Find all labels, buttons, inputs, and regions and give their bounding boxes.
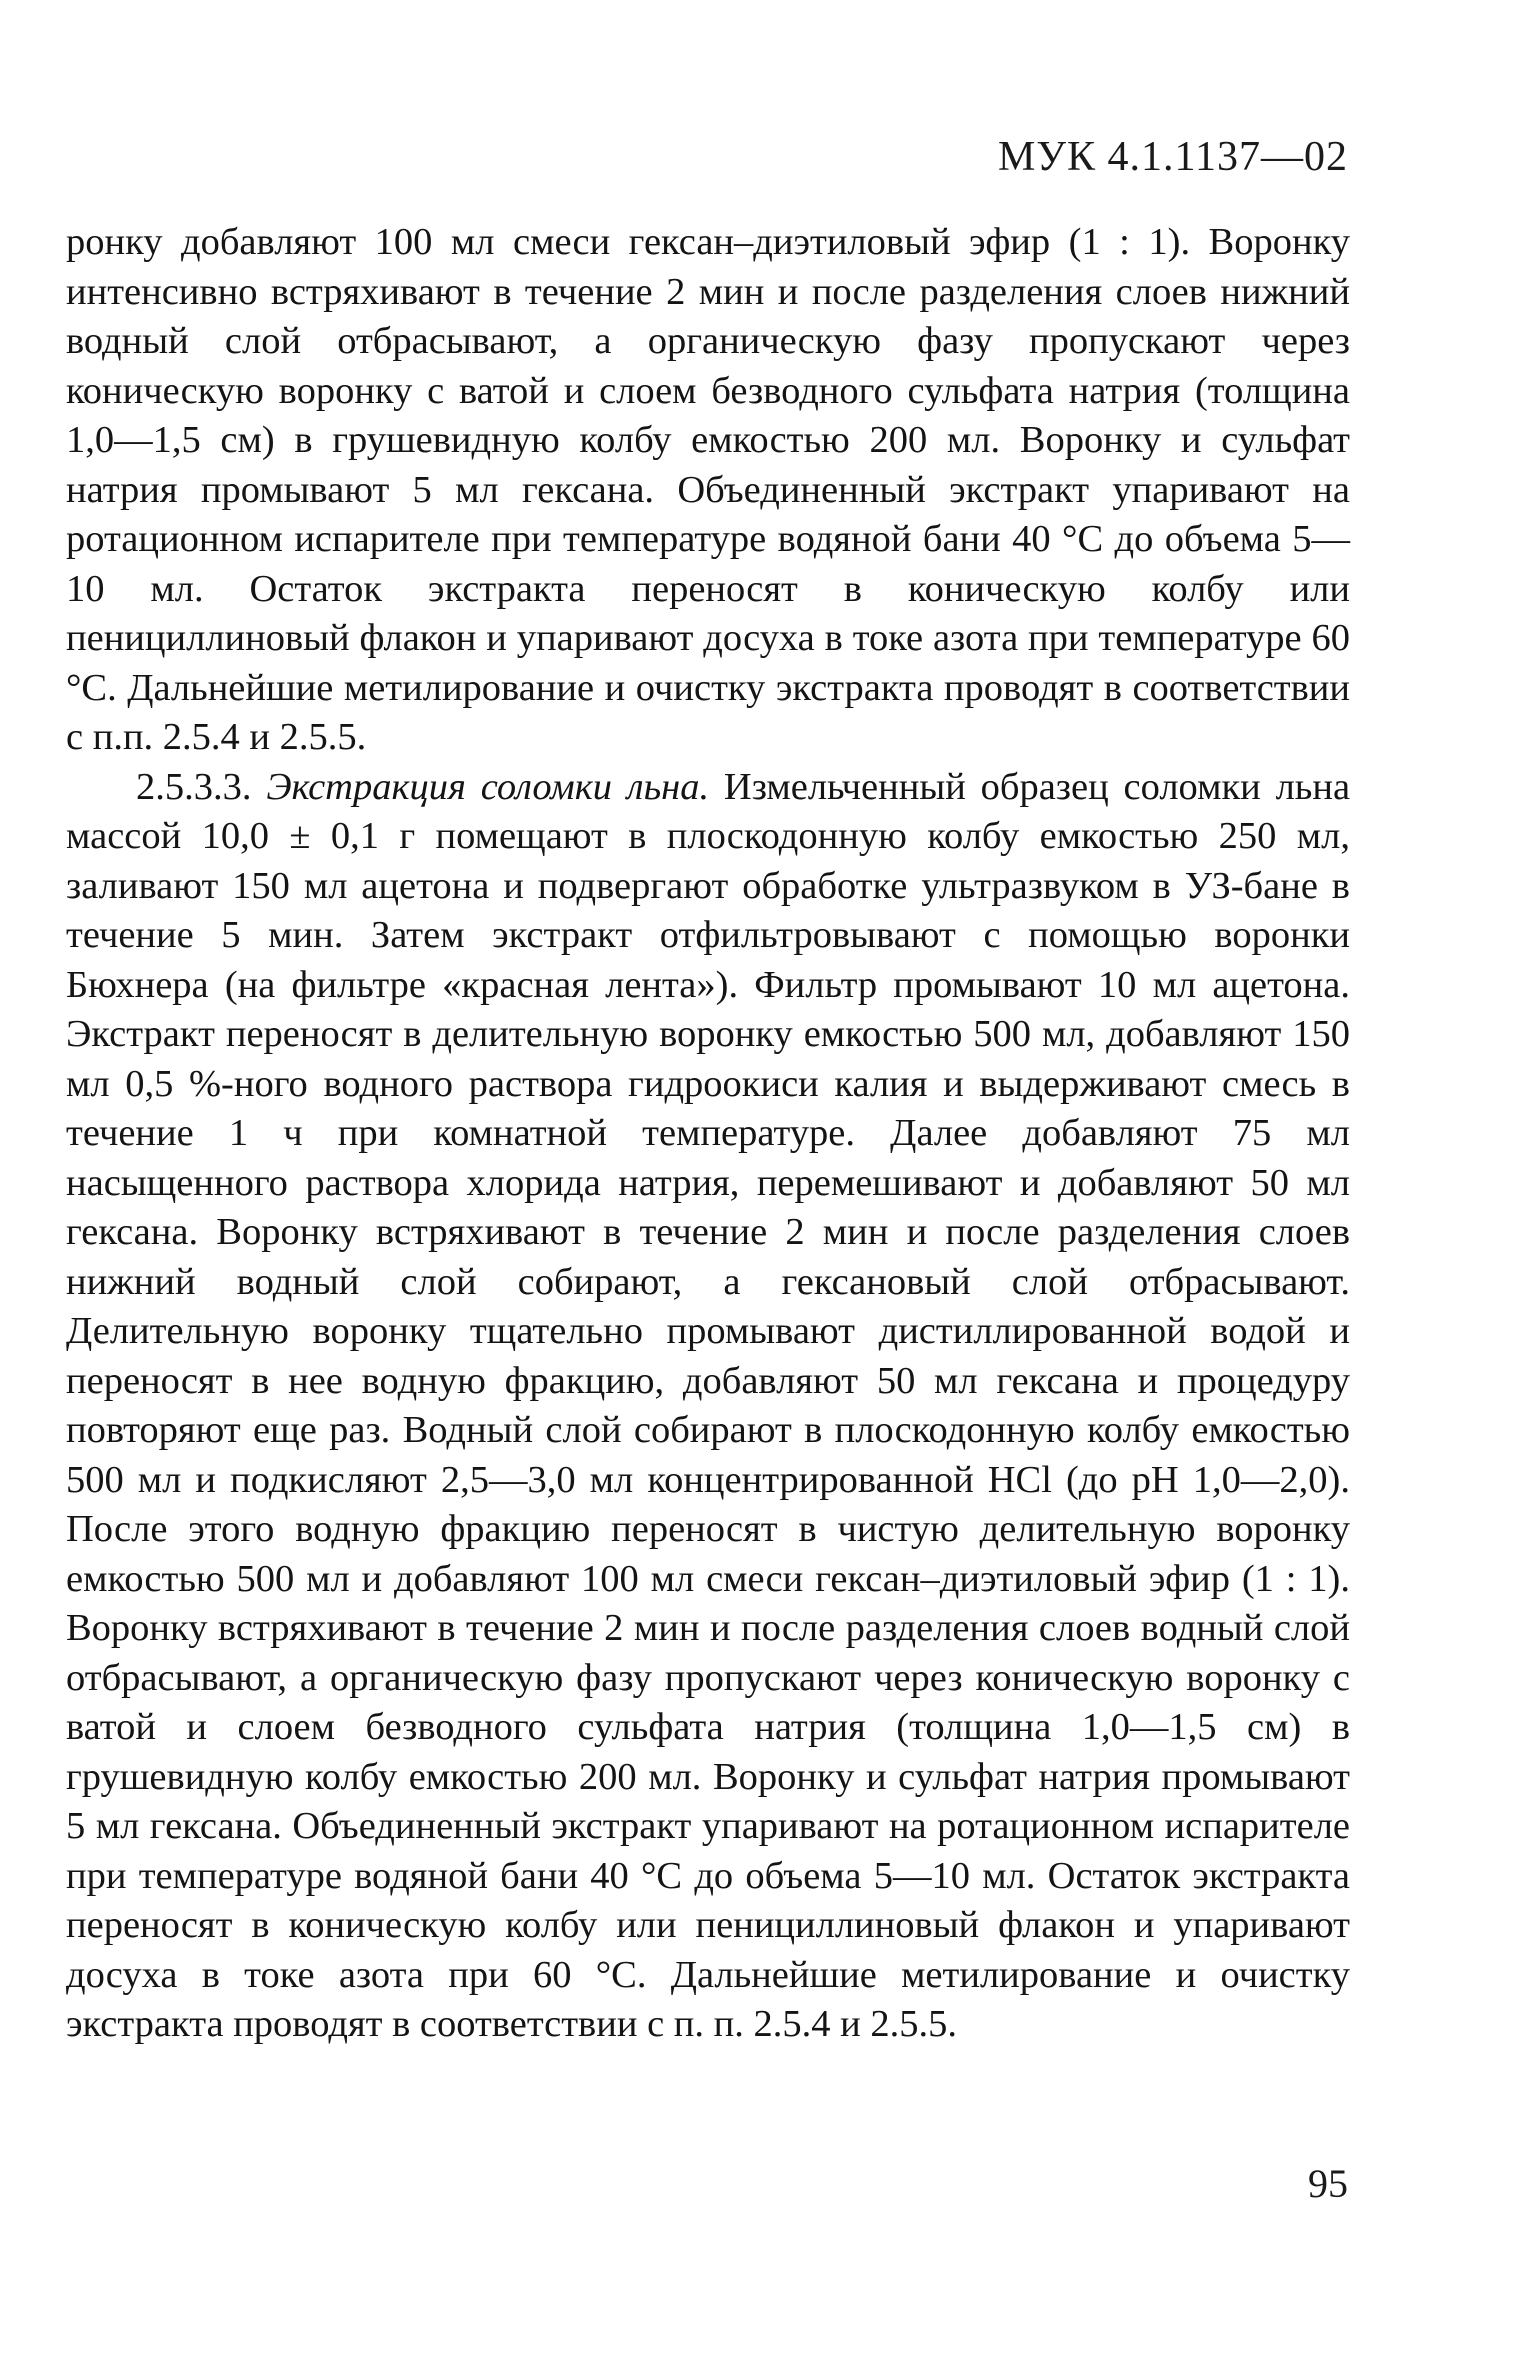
section-body: Измельченный образец соломки льна массой 10,0 ± 0,1 г помещают в плоскодонную колбу емкостью 250 мл, заливают 150 мл ацетона и подвергают обработке ультразвуком в УЗ-бане в течение 5 мин. Затем экстракт отфильтровывают с помощью воронки Бюхнера (на фильтре «красная лента»). Фильтр промывают 10 мл ацетона. Экстракт переносят в делительную воронку емкостью 500 мл, добавляют 150 мл 0,5 %-ного водного раствора гидроокиси калия и выдерживают смесь в течение 1 ч при комнатной температуре. Далее добавляют 75 мл насыщенного раствора хлорида натрия, перемешивают и добавляют 50 мл гексана. Воронку встряхивают в течение 2 мин и после разделения слоев нижний водный слой собирают, а гексановый слой отбрасывают. Делительную воронку тщательно промывают дистиллированной водой и переносят в нее водную фракцию, добавляют 50 мл гексана и процедуру повторяют еще раз. Водный слой собирают в плоскодонную колбу емкостью 500 мл и подкисляют 2,5—3,0 мл концентрированной HCl (до pH 1,0—2,0). После этого водную фракцию переносят в чистую делительную воронку емкостью 500 мл и добавляют 100 мл смеси гексан–диэтиловый эфир (1 : 1). Воронку встряхивают в течение 2 мин и после разделения слоев водный слой отбрасывают, а органическую фазу пропускают через коническую воронку с ватой и слоем безводного сульфата натрия (толщина 1,0—1,5 см) в грушевидную колбу емкостью 200 мл. Воронку и сульфат натрия промывают 5 мл гексана. Объединенный экстракт упаривают на ротационном испарителе при температуре водяной бани 40 °С до объема 5—10 мл. Остаток экстракта переносят в коническую колбу или пенициллиновый флакон и упаривают досуха в токе азота при 60 °С. Дальнейшие метилирование и очистку экстракта проводят в соответствии с п. п. 2.5.4 и 2.5.5. bbox=[66, 765, 1351, 2045]
paragraph-continuation: ронку добавляют 100 мл смеси гексан–диэтиловый эфир (1 : 1). Воронку интенсивно встряхивают в течение 2 мин и после разделения слоев нижний водный слой отбрасывают, а органическую фазу пропускают через коническую воронку с ватой и слоем безводного сульфата натрия (толщина 1,0—1,5 см) в грушевидную колбу емкостью 200 мл. Воронку и сульфат натрия промывают 5 мл гексана. Объединенный экстракт упаривают на ротационном испарителе при температуре водяной бани 40 °С до объема 5—10 мл. Остаток экстракта переносят в коническую колбу или пенициллиновый флакон и упаривают досуха в токе азота при температуре 60 °С. Дальнейшие метилирование и очистку экстракта проводят в соответствии с п.п. 2.5.4 и 2.5.5. bbox=[66, 221, 1350, 758]
page-number: 95 bbox=[1308, 2161, 1348, 2206]
body-text bbox=[66, 218, 1350, 2050]
document-header: МУК 4.1.1137—02 bbox=[997, 134, 1348, 180]
paragraph-flax-straw-extraction bbox=[66, 763, 1350, 2050]
section-title: Экстракция соломки льна. bbox=[266, 765, 710, 808]
section-number: 2.5.3.3. bbox=[136, 765, 252, 808]
